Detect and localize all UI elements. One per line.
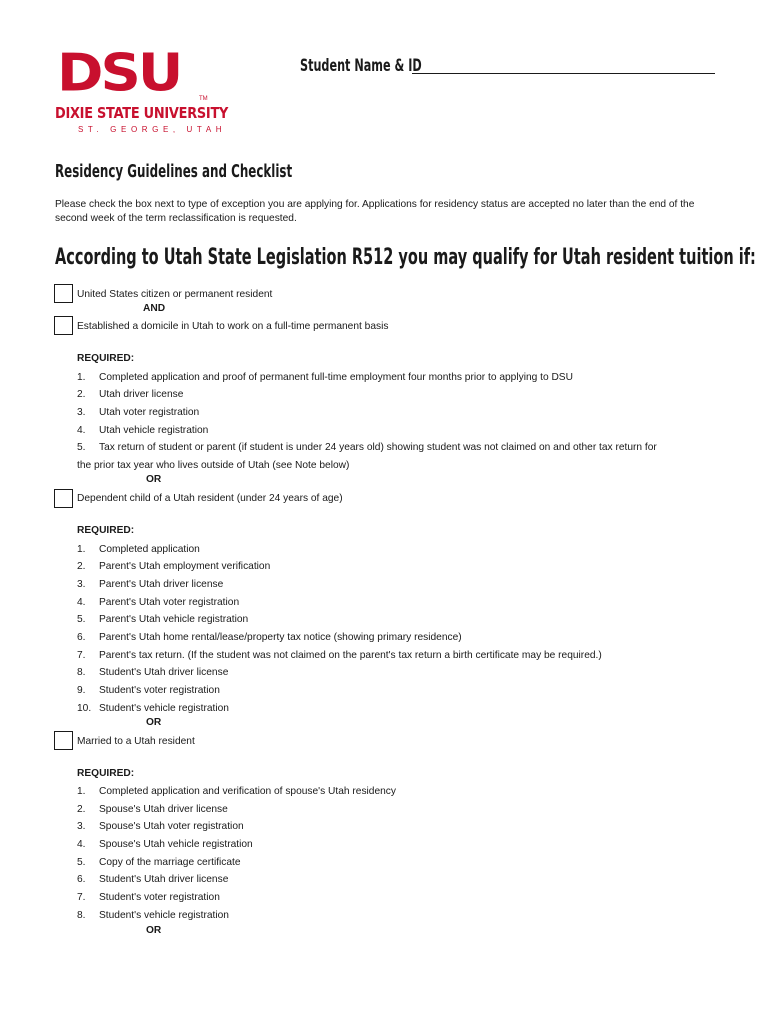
list-item: Student's voter registration [99,685,220,696]
list-number: 10. [77,703,92,714]
list-item: Spouse's Utah vehicle registration [99,839,253,850]
required-heading: REQUIRED: [77,353,135,364]
list-number: 4. [77,425,86,436]
list-item: Completed application and verification of spouse's Utah residency [99,786,396,797]
list-number: 4. [77,839,86,850]
list-number: 8. [77,910,86,921]
university-name: DIXIE STATE UNIVERSITY [55,104,229,122]
citizen-checkbox[interactable] [54,284,73,303]
list-number: 2. [77,389,86,400]
list-number: 2. [77,804,86,815]
domicile-checkbox[interactable] [54,316,73,335]
list-item: Student's vehicle registration [99,910,229,921]
list-number: 2. [77,561,86,572]
trademark-mark: TM [199,96,208,102]
list-item: Copy of the marriage certificate [99,857,241,868]
list-item: Utah driver license [99,389,184,400]
list-item: Student's vehicle registration [99,703,229,714]
list-number: 3. [77,407,86,418]
list-item: Parent's Utah voter registration [99,597,240,608]
or-label: OR [146,474,162,485]
list-item: Completed application [99,544,200,555]
required-heading: REQUIRED: [77,768,135,779]
list-number: 1. [77,544,86,555]
student-name-field[interactable] [412,73,715,74]
page-title: Residency Guidelines and Checklist [55,161,293,182]
student-name-label: Student Name & ID [300,56,422,76]
list-item: Utah voter registration [99,407,200,418]
and-label: AND [143,303,166,314]
dsu-logo-wordmark: DSU [57,43,181,104]
or-label: OR [146,925,162,936]
list-number: 7. [77,892,86,903]
or-label: OR [146,717,162,728]
dependent-child-label: Dependent child of a Utah resident (under 24 years of age) [77,493,343,504]
list-number: 3. [77,821,86,832]
list-number: 8. [77,667,86,678]
dependent-child-checkbox[interactable] [54,489,73,508]
university-location: ST. GEORGE, UTAH [78,125,227,134]
list-number: 6. [77,632,86,643]
domicile-label: Established a domicile in Utah to work on a full-time permanent basis [77,321,389,332]
married-label: Married to a Utah resident [77,736,195,747]
list-item: Utah vehicle registration [99,425,209,436]
list-item: Student's voter registration [99,892,220,903]
list-number: 5. [77,442,86,453]
list-item: Parent's tax return. (If the student was not claimed on the parent's tax return a birth certificate may be required.) [99,650,602,661]
list-item: Completed application and proof of permanent full-time employment four months prior to applying to DSU [99,372,573,383]
list-number: 6. [77,874,86,885]
list-item: Spouse's Utah voter registration [99,821,244,832]
list-item: Parent's Utah home rental/lease/property tax notice (showing primary residence) [99,632,462,643]
list-number: 5. [77,614,86,625]
list-item: Student's Utah driver license [99,667,229,678]
list-item-continuation: the prior tax year who lives outside of Utah (see Note below) [77,460,350,471]
list-item: Student's Utah driver license [99,874,229,885]
list-number: 4. [77,597,86,608]
list-number: 7. [77,650,86,661]
intro-text: Please check the box next to type of exception you are applying for. Applications for residency status are accepted no later than the end of the second week of the term reclassification is requested. [55,199,695,224]
list-number: 9. [77,685,86,696]
legislation-heading: According to Utah State Legislation R512 you may qualify for Utah resident tuition if: [55,245,756,270]
married-checkbox[interactable] [54,731,73,750]
list-item: Spouse's Utah driver license [99,804,228,815]
list-number: 1. [77,786,86,797]
list-item: Parent's Utah employment verification [99,561,271,572]
list-number: 3. [77,579,86,590]
list-number: 1. [77,372,86,383]
citizen-label: United States citizen or permanent resident [77,289,273,300]
required-heading: REQUIRED: [77,525,135,536]
list-item: Parent's Utah driver license [99,579,224,590]
list-item: Parent's Utah vehicle registration [99,614,249,625]
list-number: 5. [77,857,86,868]
list-item: Tax return of student or parent (if student is under 24 years old) showing student was not claimed on and other tax return for [99,442,657,453]
